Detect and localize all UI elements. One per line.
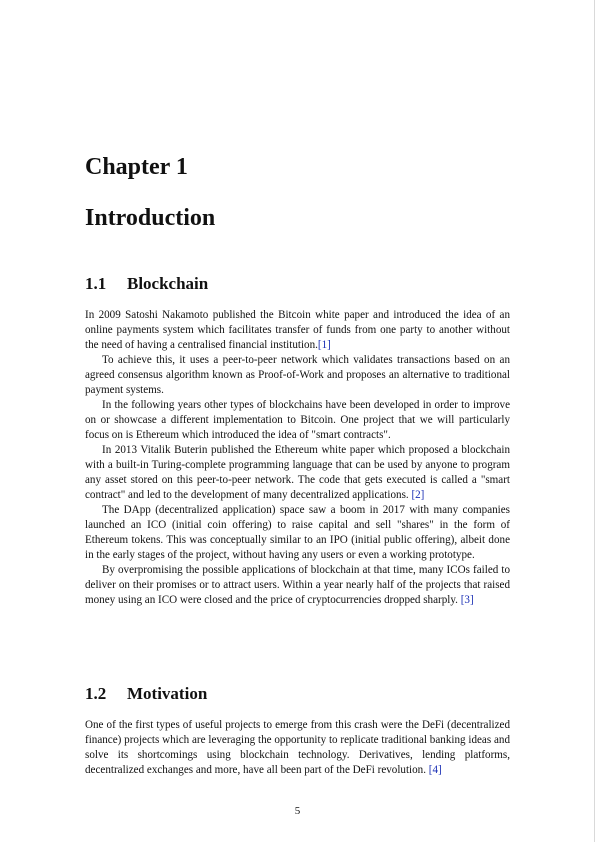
paragraph bbox=[85, 718, 510, 778]
paragraph bbox=[85, 398, 510, 443]
paragraph-text: In the following years other types of blockchains have been developed in order to improve on or showcase a different implementation to Bitcoin. One project that we will particularly focus on is Ethereum which introduced the idea of "smart contracts". bbox=[85, 399, 510, 441]
section-title: Blockchain bbox=[127, 274, 209, 293]
paragraph-text: To achieve this, it uses a peer-to-peer network which validates transactions based on an agreed consensus algorithm known as Proof-of-Work and proposes an alternative to traditional payment systems. bbox=[85, 354, 510, 396]
paragraph bbox=[85, 443, 510, 503]
chapter-title: Introduction bbox=[85, 205, 216, 231]
citation-link[interactable]: [4] bbox=[428, 764, 442, 776]
paragraph bbox=[85, 503, 510, 563]
paragraph-text: In 2009 Satoshi Nakamoto published the Bitcoin white paper and introduced the idea of an online payments system which facilitates transfer of funds from one party to another without the need of having a centralised financial institution. bbox=[85, 309, 510, 351]
section-body-motivation bbox=[85, 718, 510, 778]
citation-link[interactable]: [1] bbox=[317, 339, 331, 351]
section-heading-blockchain bbox=[85, 274, 208, 294]
citation-link[interactable]: [3] bbox=[460, 594, 474, 606]
section-title: Motivation bbox=[127, 684, 208, 703]
citation-link[interactable]: [2] bbox=[411, 489, 425, 501]
paragraph-text: In 2013 Vitalik Buterin published the Ethereum white paper which proposed a blockchain with a built-in Turing-complete programming language that can be used by anyone to program any asset stored on this peer-to-peer network. The code that gets executed is called a "smart contract" and led to the development of many decentralized applications. bbox=[85, 444, 510, 501]
section-number: 1.1 bbox=[85, 274, 107, 293]
paragraph bbox=[85, 353, 510, 398]
paragraph-text: One of the first types of useful projects to emerge from this crash were the DeFi (decentralized finance) projects which are leveraging the opportunity to replicate traditional banking ideas and solve its shortcomings using blockchain technology. Derivatives, lending platforms, decentralized exchanges and more, have all been part of the DeFi revolution. bbox=[85, 719, 510, 776]
paragraph-text: By overpromising the possible applications of blockchain at that time, many ICOs failed to deliver on their promises or to attract users. Within a year nearly half of the projects that raised money using an ICO were closed and the price of cryptocurrencies dropped sharply. bbox=[85, 564, 510, 606]
chapter-label: Chapter 1 bbox=[85, 154, 188, 180]
section-heading-motivation bbox=[85, 684, 207, 704]
section-number: 1.2 bbox=[85, 684, 107, 703]
section-body-blockchain bbox=[85, 308, 510, 608]
paragraph-text: The DApp (decentralized application) space saw a boom in 2017 with many companies launched an ICO (initial coin offering) to raise capital and sell "shares" in the form of Ethereum tokens. This was conceptually similar to an IPO (initial public offering), albeit done in the early stages of the project, without having any users or even a working prototype. bbox=[85, 504, 510, 561]
paragraph bbox=[85, 308, 510, 353]
paragraph bbox=[85, 563, 510, 608]
page-number: 5 bbox=[294, 805, 301, 817]
